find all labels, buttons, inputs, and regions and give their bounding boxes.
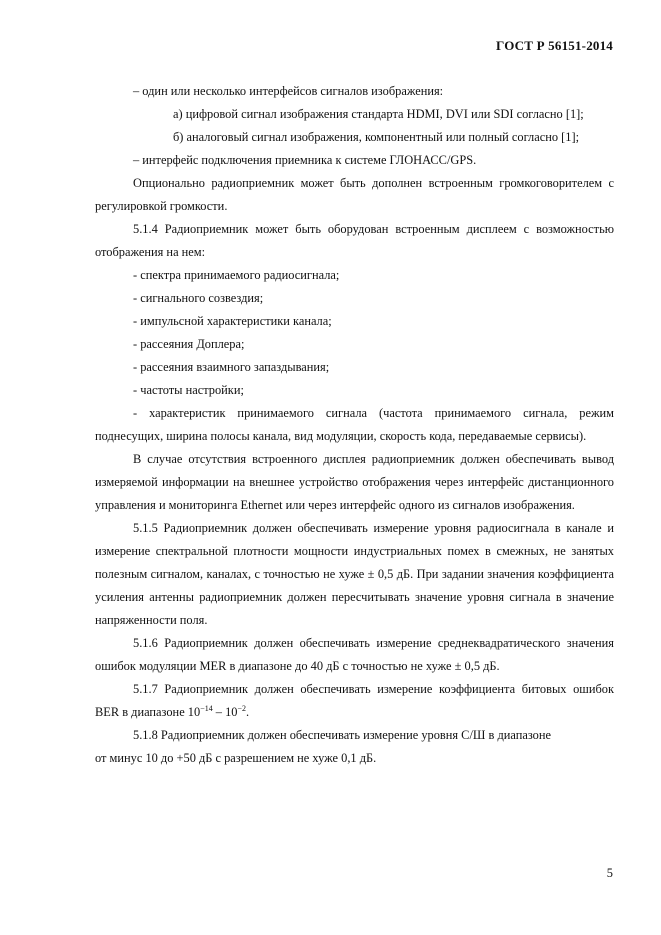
list-item: - спектра принимаемого радиосигнала; xyxy=(133,268,340,282)
paragraph: – один или несколько интерфейсов сигналов изображения: xyxy=(133,84,444,98)
exponent: −14 xyxy=(200,703,213,713)
list-item: - рассеяния Доплера; xyxy=(133,337,245,351)
exponent: −2 xyxy=(237,703,246,713)
paragraph: б) аналоговый сигнал изображения, компонентный или полный согласно [1]; xyxy=(173,130,580,144)
paragraph: 5.1.4 Радиоприемник может быть оборудован встроенным дисплеем с возможностью отображения на нем: xyxy=(95,222,614,259)
list-item: - частоты настройки; xyxy=(133,383,244,397)
paragraph: а) цифровой сигнал изображения стандарта HDMI, DVI или SDI согласно [1]; xyxy=(173,107,584,121)
paragraph-text: – 10 xyxy=(212,705,238,719)
paragraph: Опционально радиоприемник может быть дополнен встроенным громкоговорителем с регулировкой громкости. xyxy=(95,176,614,213)
paragraph-text: 5.1.7 Радиоприемник должен обеспечивать измерение коэффициента битовых ошибок BER в диапазоне 10 xyxy=(95,682,614,719)
page-number: 5 xyxy=(606,866,613,880)
paragraph-5-1-8-line2: от минус 10 до +50 дБ с разрешением не хуже 0,1 дБ. xyxy=(95,751,377,765)
paragraph: 5.1.6 Радиоприемник должен обеспечивать измерение среднеквадратического значения ошибок модуляции MER в диапазоне до 40 дБ с точностью не хуже ± 0,5 дБ. xyxy=(95,636,614,673)
document-id-header: ГОСТ Р 56151-2014 xyxy=(496,38,613,53)
paragraph: – интерфейс подключения приемника к системе ГЛОНАСС/GPS. xyxy=(133,153,477,167)
list-item: - характеристик принимаемого сигнала (частота принимаемого сигнала, режим поднесущих, ширина полосы канала, вид модуляции, скорость кода, передаваемые сервисы). xyxy=(95,406,614,443)
paragraph: В случае отсутствия встроенного дисплея радиоприемник должен обеспечивать вывод измеряемой информации на внешнее устройство отображения через интерфейс дистанционного управления и мониторинга Ethernet или через интерфейс одного из сигналов изображения. xyxy=(95,452,614,512)
list-item: - рассеяния взаимного запаздывания; xyxy=(133,360,330,374)
list-item: - импульсной характеристики канала; xyxy=(133,314,332,328)
paragraph-5-1-7 xyxy=(95,678,614,724)
paragraph: 5.1.5 Радиоприемник должен обеспечивать измерение уровня радиосигнала в канале и измерение спектральной плотности мощности индустриальных помех в смежных, не занятых полезным сигналом, каналах, с точностью не хуже ± 0,5 дБ. При задании значения коэффициента усиления антенны радиоприемник должен пересчитывать значение уровня сигнала в значение напряженности поля. xyxy=(95,521,614,627)
document-body xyxy=(95,80,614,770)
paragraph-5-1-8-line1: 5.1.8 Радиоприемник должен обеспечивать измерение уровня С/Ш в диапазоне xyxy=(133,728,551,742)
paragraph-text: . xyxy=(246,705,250,719)
list-item: - сигнального созвездия; xyxy=(133,291,264,305)
